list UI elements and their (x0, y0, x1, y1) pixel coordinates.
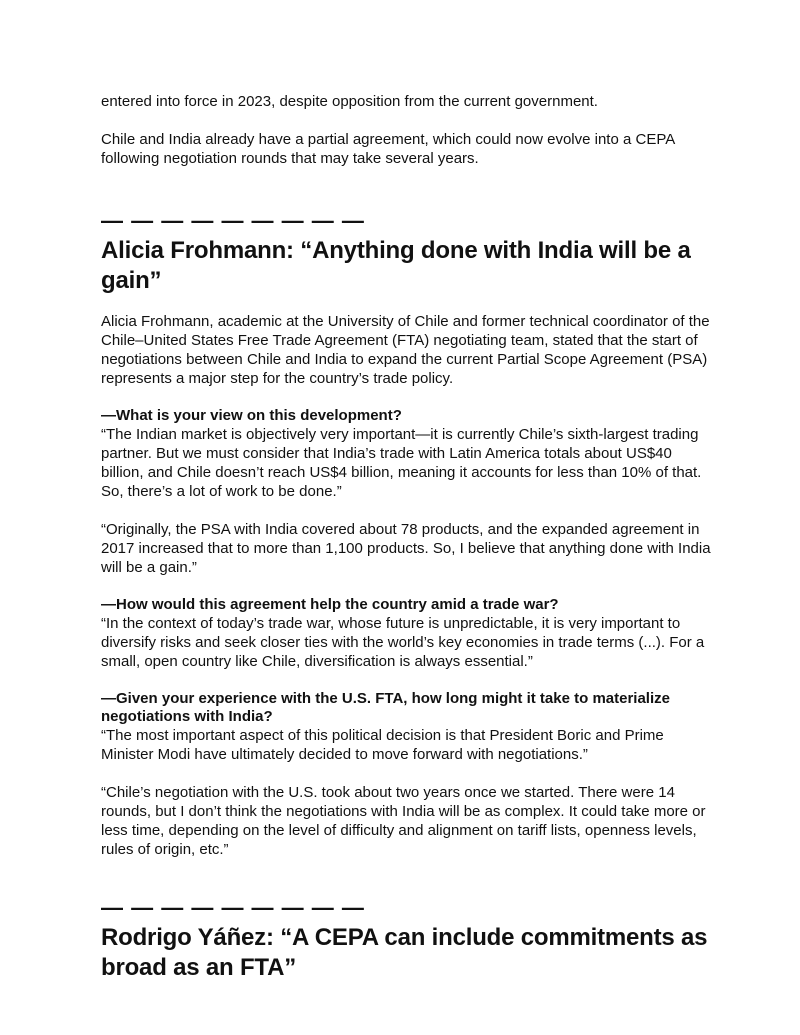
question-2: —How would this agreement help the country amid a trade war? (101, 596, 559, 613)
answer-1: “The Indian market is objectively very important—it is currently Chile’s sixth-largest trading partner. But we must consider that India’s trade with Latin America totals about US$40 billion, and Chile doesn’t reach US$4 billion, meaning it accounts for less than 10% of that. So, there’s a lot of work to be done.” (101, 426, 702, 500)
section-divider: — — — — — — — — — (101, 895, 365, 920)
answer-3: “The most important aspect of this political decision is that President Boric and Prime Minister Modi have ultimately decided to move forward with negotiations.” (101, 727, 664, 763)
section-divider: — — — — — — — — — (101, 208, 365, 233)
section-heading-frohmann: Alicia Frohmann: “Anything done with India will be a gain” (101, 237, 691, 294)
section-heading-yanez: Rodrigo Yáñez: “A CEPA can include commitments as broad as an FTA” (101, 924, 708, 981)
intro-paragraph-1: entered into force in 2023, despite opposition from the current government. (101, 93, 598, 110)
question-1: —What is your view on this development? (101, 407, 402, 424)
question-3: —Given your experience with the U.S. FTA, how long might it take to materialize negotiations with India? (101, 690, 670, 725)
answer-3b: “Chile’s negotiation with the U.S. took about two years once we started. There were 14 rounds, but I don’t think the negotiations with India will be as complex. It could take more or less time, depending on the level of difficulty and alignment on tariff lists, openness levels, rules of origin, etc.” (101, 784, 706, 858)
article-page (101, 92, 711, 983)
frohmann-intro-paragraph: Alicia Frohmann, academic at the University of Chile and former technical coordinator of the Chile–United States Free Trade Agreement (FTA) negotiating team, stated that the start of negotiations between Chile and India to expand the current Partial Scope Agreement (PSA) represents a major step for the country’s trade policy. (101, 313, 710, 387)
answer-1b: “Originally, the PSA with India covered about 78 products, and the expanded agreement in 2017 increased that to more than 1,100 products. So, I believe that anything done with India will be a gain.” (101, 521, 711, 576)
answer-2: “In the context of today’s trade war, whose future is unpredictable, it is very important to diversify risks and seek closer ties with the world’s key economies in trade terms (...). For a small, open country like Chile, diversification is always essential.” (101, 615, 705, 670)
intro-paragraph-2: Chile and India already have a partial agreement, which could now evolve into a CEPA following negotiation rounds that may take several years. (101, 131, 675, 167)
